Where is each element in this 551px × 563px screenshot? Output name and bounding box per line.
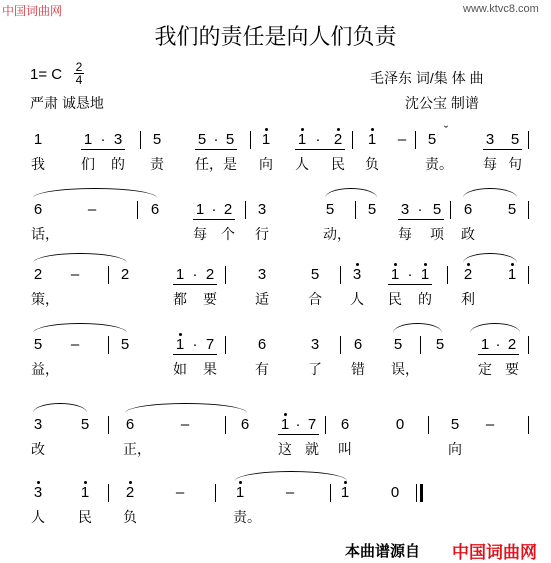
barline <box>447 266 448 284</box>
lyric: 任， <box>195 156 223 172</box>
time-signature <box>74 61 84 86</box>
sustain-dash: – <box>397 131 407 148</box>
note-high: 3 <box>31 483 45 503</box>
final-barline-thick <box>420 484 423 502</box>
note-high: 1 <box>78 483 92 503</box>
song-title: 我们的责任是向人们负责 <box>154 24 397 49</box>
lyric: 人 <box>350 291 364 307</box>
note-high: 1 <box>233 483 247 503</box>
sustain-dash: – <box>175 484 185 501</box>
note: 7 <box>205 336 215 353</box>
lyric: 我 <box>31 156 45 172</box>
augmentation-dot: · <box>315 131 321 148</box>
barline <box>330 484 331 502</box>
augmentation-dot: · <box>192 266 198 283</box>
beam <box>295 149 345 150</box>
barline <box>225 266 226 284</box>
barline <box>325 416 326 434</box>
barline <box>355 201 356 219</box>
lyric: 益， <box>31 361 59 377</box>
barline <box>245 201 246 219</box>
expression-mark: 严肃 诚恳地 <box>30 95 104 111</box>
note-high: 1 <box>295 130 309 150</box>
note: 2 <box>33 266 43 283</box>
watermark-url: www.ktvc8.com <box>463 3 539 15</box>
note: 1 <box>480 336 490 353</box>
note: 1 <box>195 201 205 218</box>
note-high: 1 <box>365 130 379 150</box>
note-high: 1 <box>418 265 432 285</box>
lyric: 动， <box>323 226 351 242</box>
augmentation-dot: · <box>192 336 198 353</box>
staff-line-2 <box>0 200 551 260</box>
note: 5 <box>225 131 235 148</box>
rest: 0 <box>395 416 405 433</box>
augmentation-dot: · <box>407 266 413 283</box>
staff-line-4 <box>0 335 551 395</box>
barline <box>528 201 529 219</box>
lyric: 定 <box>478 361 492 377</box>
beam <box>483 149 522 150</box>
note-high: 1 <box>388 265 402 285</box>
note-high: 1 <box>173 335 187 355</box>
barline <box>415 131 416 149</box>
lyric: 话， <box>31 226 59 242</box>
lyric: 就 <box>305 441 319 457</box>
lyric: 向 <box>259 156 273 172</box>
lyric: 责 <box>150 156 164 172</box>
augmentation-dot: · <box>211 201 217 218</box>
lyric: 改 <box>31 441 45 457</box>
note: 2 <box>120 266 130 283</box>
note: 7 <box>307 416 317 433</box>
barline <box>340 266 341 284</box>
barline <box>225 336 226 354</box>
note: 5 <box>367 201 377 218</box>
note-high: 2 <box>461 265 475 285</box>
sustain-dash: – <box>70 336 80 353</box>
lyric: 人 <box>295 156 309 172</box>
note: 1 <box>175 266 185 283</box>
time-signature-top: 2 <box>75 60 83 74</box>
barline <box>108 336 109 354</box>
lyric: 民 <box>331 156 345 172</box>
augmentation-dot: · <box>100 131 106 148</box>
staff-line-5 <box>0 415 551 475</box>
beam <box>193 219 235 220</box>
note-high: 1 <box>505 265 519 285</box>
lyric: 有 <box>255 361 269 377</box>
barline <box>352 131 353 149</box>
note: 5 <box>507 201 517 218</box>
note-high: 3 <box>350 265 364 285</box>
barline <box>225 416 226 434</box>
lyric: 每 <box>398 226 412 242</box>
beam <box>278 434 319 435</box>
lyric: 策， <box>31 291 59 307</box>
barline <box>108 416 109 434</box>
watermark-site: 中国词曲网 <box>2 4 63 18</box>
sustain-dash: – <box>87 201 97 218</box>
note: 2 <box>205 266 215 283</box>
note: 5 <box>393 336 403 353</box>
credits-authors: 毛泽东 词/集 体 曲 <box>370 70 484 86</box>
source-label: 本曲谱源自 <box>345 543 421 560</box>
lyric: 都 <box>173 291 187 307</box>
beam <box>173 284 217 285</box>
note-high: 1 <box>338 483 352 503</box>
beam <box>195 149 237 150</box>
note: 3 <box>485 131 495 148</box>
lyric: 合 <box>308 291 322 307</box>
note: 3 <box>33 416 43 433</box>
lyric: 责。 <box>425 156 453 172</box>
lyric: 的 <box>418 291 432 307</box>
barline <box>108 484 109 502</box>
beam <box>398 219 444 220</box>
note: 1 <box>33 131 43 148</box>
note: 5 <box>450 416 460 433</box>
barline <box>340 336 341 354</box>
note: 6 <box>125 416 135 433</box>
beam <box>388 284 432 285</box>
lyric: 要 <box>203 291 217 307</box>
barline <box>528 266 529 284</box>
note: 5 <box>152 131 162 148</box>
lyric: 每 <box>483 156 497 172</box>
note: 6 <box>257 336 267 353</box>
note: 5 <box>510 131 520 148</box>
source-site: 中国词曲网 <box>452 543 537 562</box>
rest: 0 <box>390 484 400 501</box>
lyric: 是 <box>223 156 237 172</box>
lyric: 如 <box>173 361 187 377</box>
barline <box>450 201 451 219</box>
barline <box>528 131 529 149</box>
note: 5 <box>120 336 130 353</box>
lyric: 了 <box>308 361 322 377</box>
lyric: 负 <box>123 509 137 525</box>
note-high: 2 <box>331 130 345 150</box>
note: 2 <box>223 201 233 218</box>
barline <box>250 131 251 149</box>
barline <box>215 484 216 502</box>
slur <box>33 403 87 413</box>
note: 6 <box>240 416 250 433</box>
note: 3 <box>400 201 410 218</box>
beam <box>81 149 125 150</box>
augmentation-dot: · <box>213 131 219 148</box>
note: 5 <box>427 131 437 148</box>
sustain-dash: – <box>180 416 190 433</box>
lyric: 利 <box>461 291 475 307</box>
lyric: 错 <box>351 361 365 377</box>
barline <box>137 201 138 219</box>
breath-mark: ˇ <box>443 123 449 138</box>
lyric: 负 <box>365 156 379 172</box>
note: 1 <box>83 131 93 148</box>
note-high: 2 <box>123 483 137 503</box>
note: 5 <box>80 416 90 433</box>
lyric: 句 <box>508 156 522 172</box>
lyric: 的 <box>111 156 125 172</box>
slur <box>125 403 247 413</box>
barline <box>108 266 109 284</box>
note: 3 <box>310 336 320 353</box>
lyric: 果 <box>203 361 217 377</box>
time-signature-bottom: 4 <box>75 73 83 87</box>
note: 5 <box>435 336 445 353</box>
lyric: 向 <box>448 441 462 457</box>
lyric: 行 <box>255 226 269 242</box>
note: 5 <box>33 336 43 353</box>
lyric: 适 <box>255 291 269 307</box>
note-high: 1 <box>259 130 273 150</box>
note: 3 <box>257 266 267 283</box>
beam <box>478 354 519 355</box>
note: 5 <box>197 131 207 148</box>
augmentation-dot: · <box>295 416 301 433</box>
sustain-dash: – <box>485 416 495 433</box>
lyric: 民 <box>78 509 92 525</box>
key-signature: 1= C <box>30 66 63 83</box>
lyric: 民 <box>388 291 402 307</box>
barline <box>528 416 529 434</box>
note: 5 <box>432 201 442 218</box>
note: 5 <box>325 201 335 218</box>
note: 6 <box>150 201 160 218</box>
lyric: 项 <box>430 226 444 242</box>
barline <box>528 336 529 354</box>
note: 6 <box>33 201 43 218</box>
lyric: 每 <box>193 226 207 242</box>
lyric: 责。 <box>233 509 261 525</box>
note: 6 <box>353 336 363 353</box>
lyric: 这 <box>278 441 292 457</box>
beam <box>173 354 217 355</box>
lyric: 误， <box>391 361 419 377</box>
barline <box>140 131 141 149</box>
lyric: 正， <box>123 441 151 457</box>
credits-transcriber: 沈公宝 制谱 <box>405 95 479 111</box>
note-high: 1 <box>278 415 292 435</box>
lyric: 政 <box>461 226 475 242</box>
lyric: 要 <box>505 361 519 377</box>
lyric: 们 <box>81 156 95 172</box>
staff-line-1 <box>0 123 551 190</box>
note: 6 <box>463 201 473 218</box>
lyric: 人 <box>31 509 45 525</box>
note: 6 <box>340 416 350 433</box>
note: 2 <box>507 336 517 353</box>
augmentation-dot: · <box>495 336 501 353</box>
final-barline-thin <box>416 484 417 502</box>
sustain-dash: – <box>70 266 80 283</box>
note: 5 <box>310 266 320 283</box>
sustain-dash: – <box>285 484 295 501</box>
lyric: 叫 <box>338 441 352 457</box>
staff-line-3 <box>0 265 551 325</box>
staff-line-6 <box>0 483 551 543</box>
barline <box>428 416 429 434</box>
lyric: 个 <box>221 226 235 242</box>
barline <box>420 336 421 354</box>
note: 3 <box>113 131 123 148</box>
augmentation-dot: · <box>417 201 423 218</box>
note: 3 <box>257 201 267 218</box>
